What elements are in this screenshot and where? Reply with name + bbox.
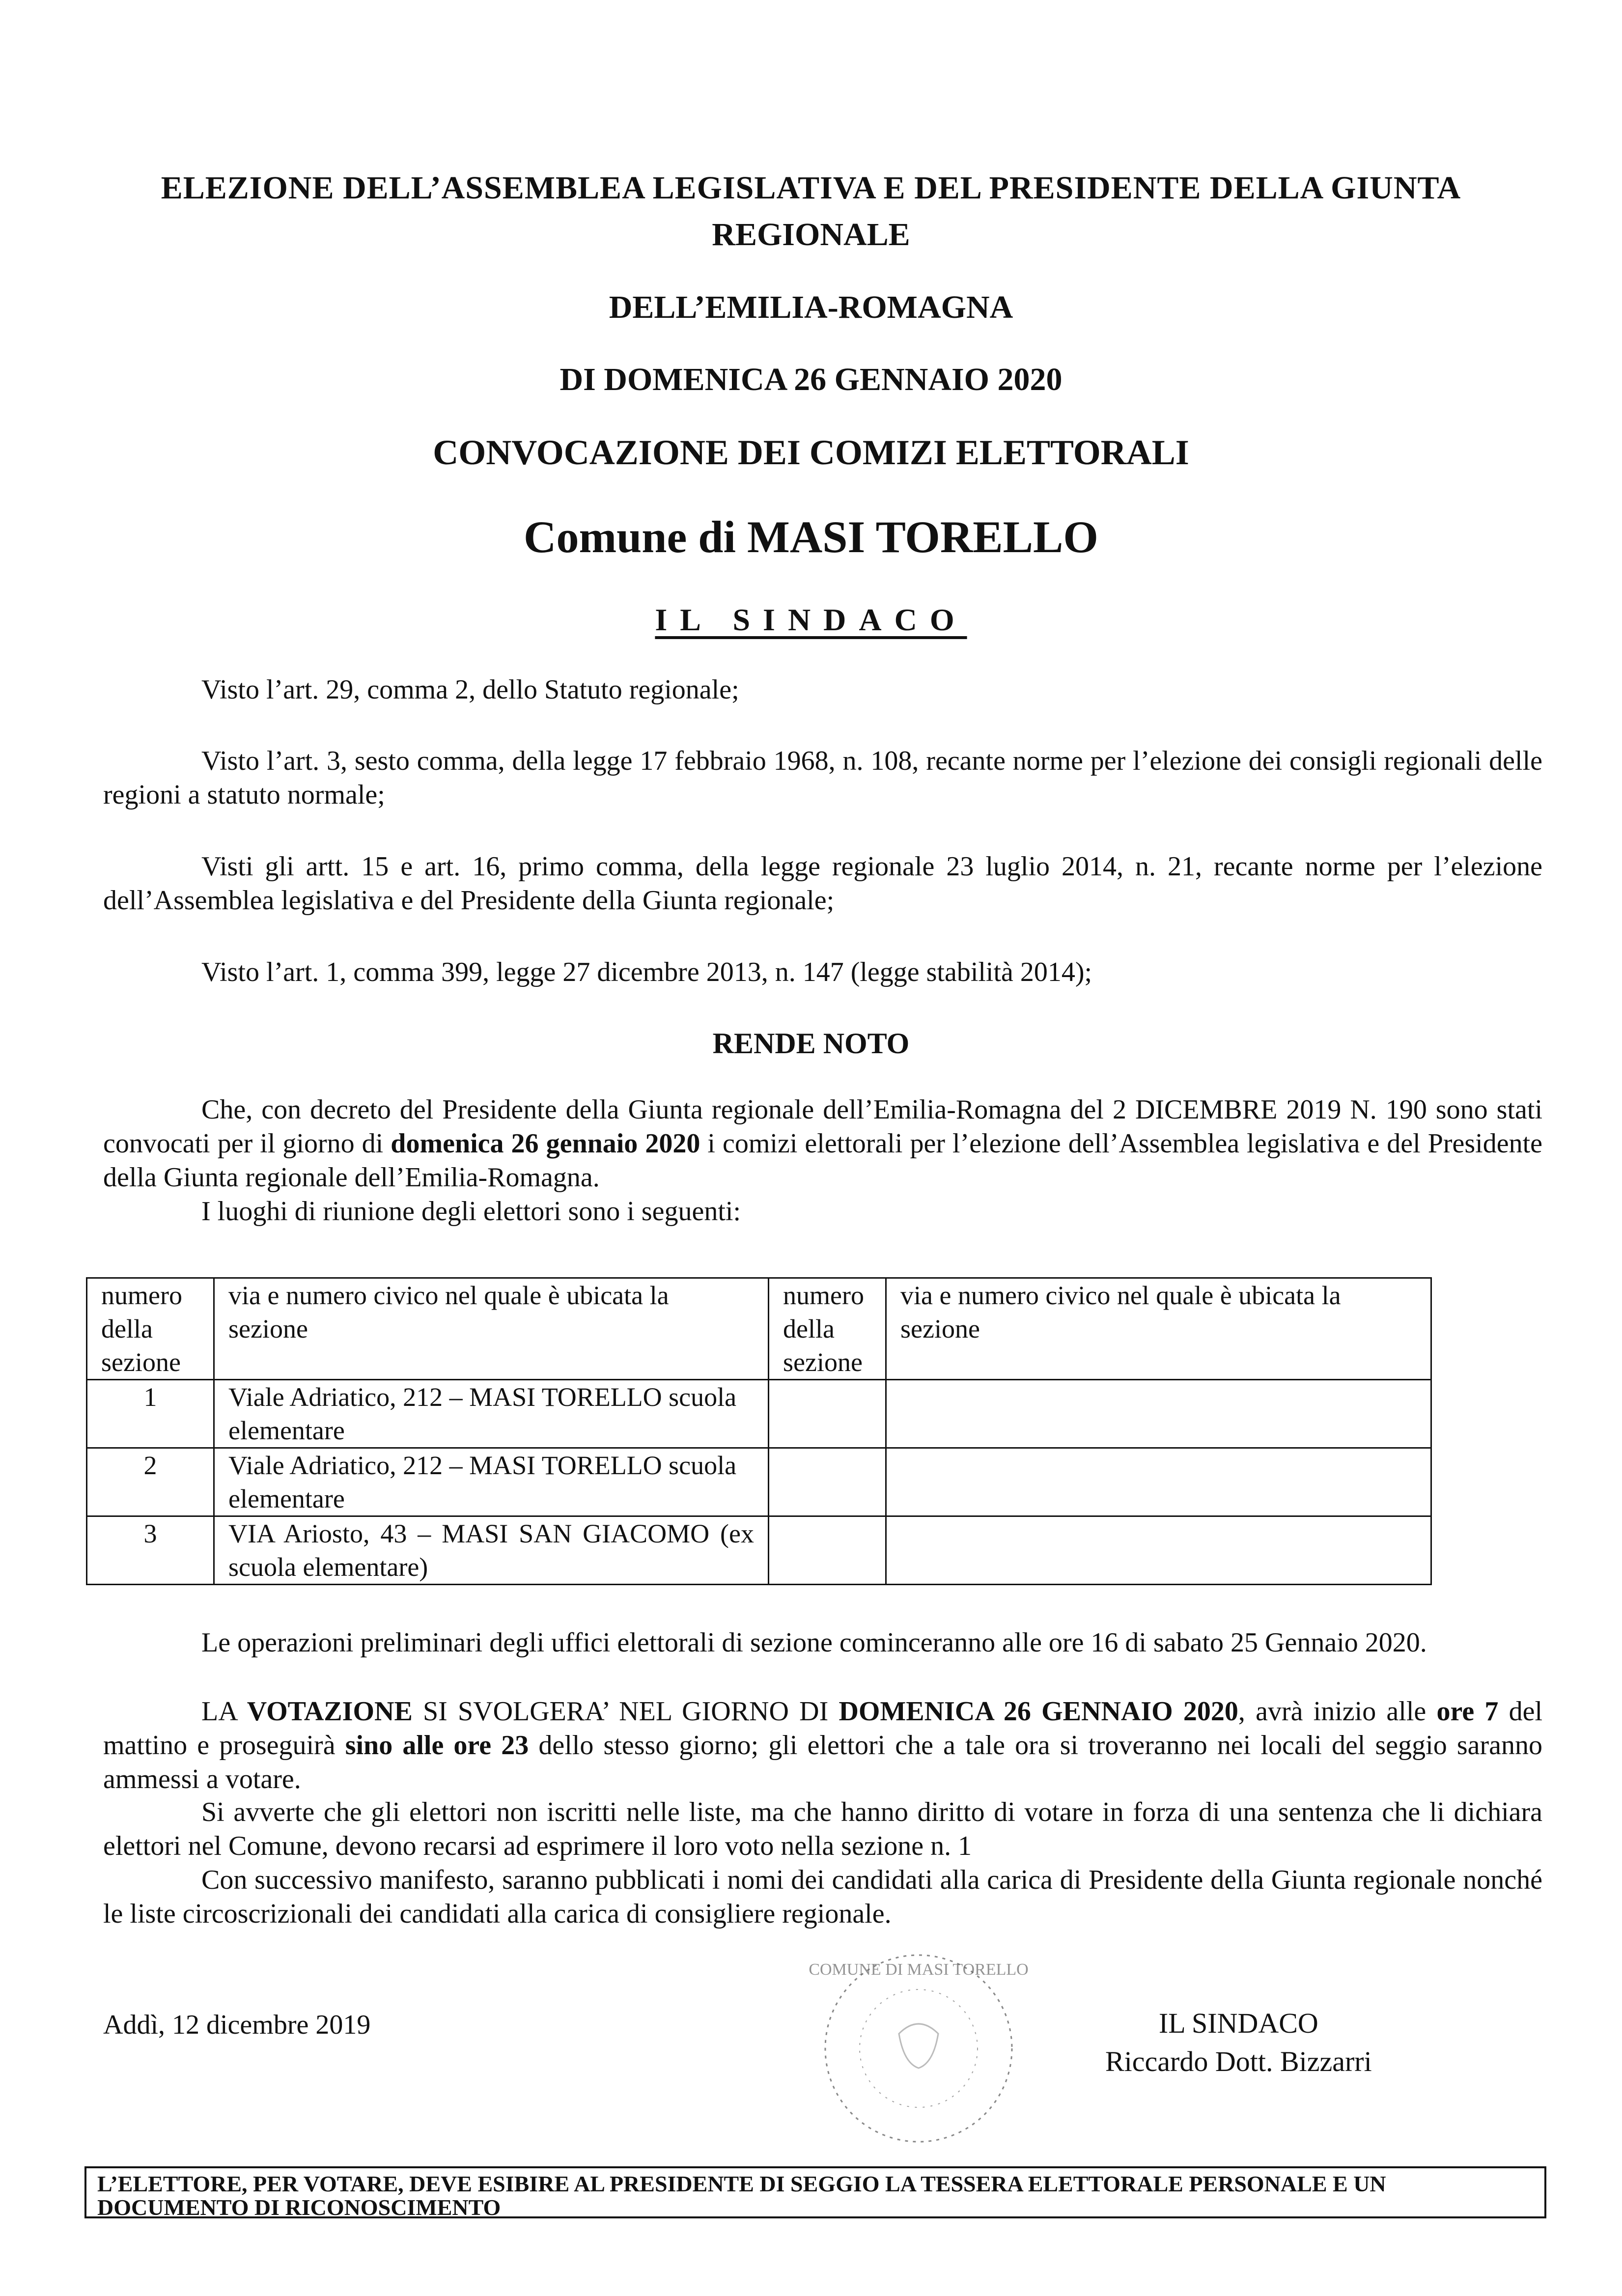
votazione-start-bold: ore 7 — [1436, 1696, 1499, 1727]
sezione-indirizzo: Viale Adriatico, 212 – MASI TORELLO scuola elementare — [214, 1448, 769, 1516]
decreto-text-a: Che, con decreto del Presidente della Giunta regionale dell’Emilia-Romagna del 2 DICEMBRE 2019 N. 190 sono stati convocati per il giorno di — [103, 1094, 1542, 1159]
operazioni-paragraph: Le operazioni preliminari degli uffici elettorali di sezione cominceranno alle ore 16 di sabato 25 Gennaio 2020. — [201, 1627, 1427, 1658]
votazione-bold: VOTAZIONE — [247, 1696, 413, 1727]
sezione-numero: 1 — [87, 1380, 214, 1448]
votazione-text: dello stesso giorno; gli elettori che a tale ora si troveranno nei locali del seggio saranno ammessi a votare. — [103, 1730, 1542, 1794]
votazione-text: del mattino e proseguirà — [103, 1696, 1543, 1761]
title-line-4: DI DOMENICA 26 GENNAIO 2020 — [559, 362, 1063, 397]
sezione-numero: 2 — [87, 1448, 214, 1516]
empty-cell — [769, 1380, 886, 1448]
avverte-paragraph: Si avverte che gli elettori non iscritti nelle liste, ma che hanno diritto di votare in forza di una sentenza che li dichiara elettori nel Comune, devono recarsi ad esprimere il loro voto nella sezione n. 1 — [103, 1797, 1542, 1861]
luoghi-paragraph: I luoghi di riunione degli elettori sono i seguenti: — [201, 1196, 741, 1227]
votazione-date-bold: DOMENICA 26 GENNAIO 2020 — [839, 1696, 1238, 1727]
table-header-row — [87, 1278, 1431, 1380]
votazione-text: SI SVOLGERA’ NEL GIORNO DI — [412, 1696, 839, 1727]
signature-name: Riccardo Dott. Bizzarri — [1105, 2045, 1372, 2077]
header-numero-sezione-2: numero della sezione — [769, 1278, 886, 1380]
title-line-3: DELL’EMILIA-ROMAGNA — [609, 289, 1013, 325]
empty-cell — [886, 1516, 1431, 1585]
comune-heading: Comune di MASI TORELLO — [524, 512, 1098, 562]
table-row — [87, 1448, 1431, 1516]
sezione-indirizzo: VIA Ariosto, 43 – MASI SAN GIACOMO (ex scuola elementare) — [214, 1516, 769, 1585]
votazione-text: LA — [201, 1696, 247, 1727]
decreto-paragraph — [103, 1093, 1542, 1195]
municipal-stamp-icon — [806, 1935, 1032, 2156]
voter-notice-box: L’ELETTORE, PER VOTARE, DEVE ESIBIRE AL PRESIDENTE DI SEGGIO LA TESSERA ELETTORALE PERSONALE E UN DOCUMENTO DI RICONOSCIMENTO — [84, 2166, 1546, 2218]
header-via-2: via e numero civico nel quale è ubicata la sezione — [886, 1278, 1431, 1380]
header-numero-sezione: numero della sezione — [87, 1278, 214, 1380]
sezione-numero: 3 — [87, 1516, 214, 1585]
title-line-5: CONVOCAZIONE DEI COMIZI ELETTORALI — [433, 433, 1189, 472]
visto-legge-1968: Visto l’art. 3, sesto comma, della legge 17 febbraio 1968, n. 108, recante norme per l’elezione dei consigli regionali delle regioni a statuto normale; — [103, 746, 1542, 810]
visti-legge-2014: Visti gli artt. 15 e art. 16, primo comma, della legge regionale 23 luglio 2014, n. 21, recante norme per l’elezione dell’Assemblea legislativa e del Presidente della Giunta regionale; — [103, 851, 1542, 916]
empty-cell — [886, 1448, 1431, 1516]
stamp-text: COMUNE DI MASI TORELLO — [809, 1960, 1029, 1979]
empty-cell — [886, 1380, 1431, 1448]
visto-statuto: Visto l’art. 29, comma 2, dello Statuto regionale; — [201, 674, 739, 705]
decreto-text-b: i comizi elettorali per l’elezione dell’Assemblea legislativa e del Presidente della Giunta regionale dell’Emilia-Romagna. — [103, 1128, 1542, 1193]
sindaco-heading: IL SINDACO — [655, 602, 967, 637]
visto-legge-2013: Visto l’art. 1, comma 399, legge 27 dicembre 2013, n. 147 (legge stabilità 2014); — [201, 957, 1092, 987]
table-row — [87, 1516, 1431, 1585]
sezioni-table — [86, 1277, 1432, 1585]
signature-block — [1105, 2004, 1372, 2081]
signature-title: IL SINDACO — [1158, 2007, 1318, 2039]
rende-noto-heading: RENDE NOTO — [712, 1027, 910, 1060]
title-line-1: ELEZIONE DELL’ASSEMBLEA LEGISLATIVA E DEL PRESIDENTE DELLA GIUNTA — [161, 170, 1461, 206]
empty-cell — [769, 1448, 886, 1516]
sezione-indirizzo: Viale Adriatico, 212 – MASI TORELLO scuola elementare — [214, 1380, 769, 1448]
manifesto-paragraph: Con successivo manifesto, saranno pubblicati i nomi dei candidati alla carica di Presidente della Giunta regionale nonché le liste circoscrizionali dei candidati alla carica di consigliere regionale. — [103, 1865, 1542, 1929]
date-place: Addì, 12 dicembre 2019 — [103, 2010, 371, 2040]
decreto-date-bold: domenica 26 gennaio 2020 — [391, 1128, 700, 1159]
votazione-paragraph — [103, 1695, 1542, 1796]
header-via: via e numero civico nel quale è ubicata la sezione — [214, 1278, 769, 1380]
votazione-end-bold: sino alle ore 23 — [345, 1730, 529, 1761]
title-line-2: REGIONALE — [712, 217, 910, 252]
votazione-text: , avrà inizio alle — [1238, 1696, 1437, 1727]
empty-cell — [769, 1516, 886, 1585]
table-row — [87, 1380, 1431, 1448]
